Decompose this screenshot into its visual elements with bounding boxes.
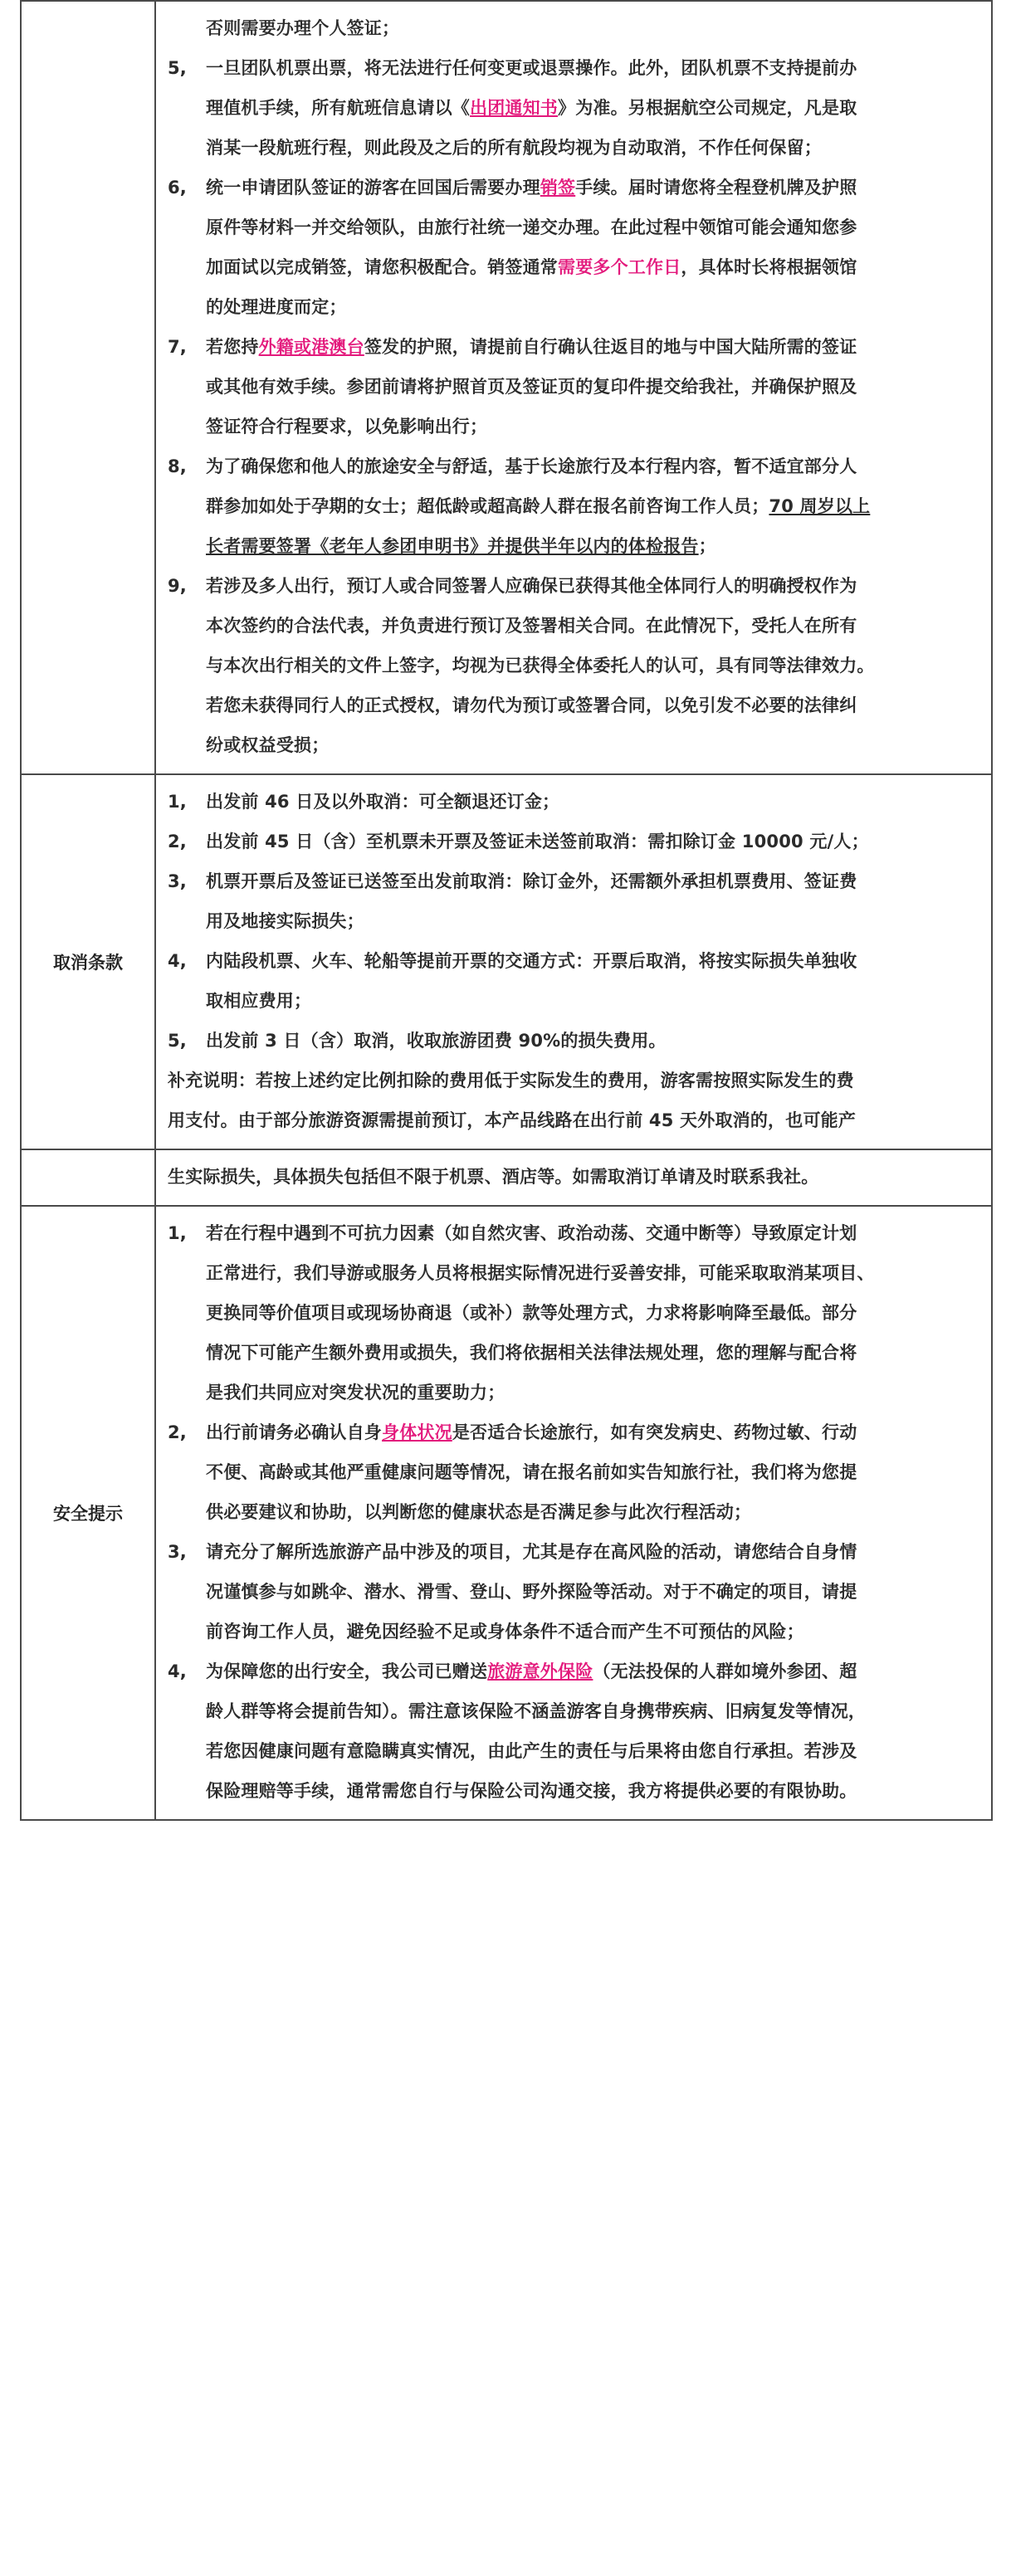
safety-label: 安全提示 bbox=[21, 1206, 155, 1820]
item-number: 3, bbox=[168, 1542, 187, 1562]
item-number: 6, bbox=[168, 178, 187, 198]
senior-age-underline: 70 周岁以上 bbox=[769, 496, 871, 516]
page-blank-area bbox=[0, 2017, 1011, 2576]
cancel-carryover-row bbox=[21, 1149, 992, 1206]
item-number: 9, bbox=[168, 576, 187, 596]
carryover-content-cell bbox=[155, 1149, 992, 1206]
item-number: 1, bbox=[168, 1223, 187, 1243]
notice-continuation: 否则需要办理个人签证； bbox=[206, 18, 400, 38]
notice-label-cell bbox=[21, 1, 155, 774]
notice-content-cell bbox=[155, 1, 992, 774]
item-number: 3, bbox=[168, 871, 187, 891]
item-number: 4, bbox=[168, 951, 187, 971]
safety-item-2: 2, 出行前请务必确认自身身体状况是否适合长途旅行，如有突发病史、药物过敏、行动 不便、高龄或其他严重健康问题等情况，请在报名前如实告知旅行社，我们将为您提 供必要建议和协助，以判断您的健康状态是否满足参与此次行程活动； bbox=[168, 1412, 976, 1532]
notice-item-9: 9, 若涉及多人出行，预订人或合同签署人应确保已获得其他全体同行人的明确授权作为 本次签约的合法代表，并负责进行预订及签署相关合同。在此情况下，受托人在所有 与本次出行相关的文件上签字，均视为已获得全体委托人的认可，具有同等法律效力。 若您未获得同行人的正式授权，请勿代为预订或签署合同，以免引发不必要的法律纠 纷或权益受损； bbox=[168, 566, 976, 765]
travel-insurance-highlight: 旅游意外保险 bbox=[487, 1661, 593, 1681]
health-status-highlight: 身体状况 bbox=[382, 1422, 452, 1442]
safety-row bbox=[21, 1206, 992, 1820]
safety-item-1: 1, 若在行程中遇到不可抗力因素（如自然灾害、政治动荡、交通中断等）导致原定计划 正常进行，我们导游或服务人员将根据实际情况进行妥善安排，可能采取取消某项目、 更换同等价值项目或现场协商退（或补）款等处理方式，力求将影响降至最低。部分 情况下可能产生额外费用或损失，我们将依据相关法律法规处理，您的理解与配合将 是我们共同应对突发状况的重要助力； bbox=[168, 1213, 976, 1412]
item-number: 1, bbox=[168, 792, 187, 812]
terms-table bbox=[20, 0, 993, 1821]
foreign-passport-highlight: 外籍或港澳台 bbox=[258, 337, 364, 357]
notice-item-8: 8, 为了确保您和他人的旅途安全与舒适，基于长途旅行及本行程内容，暂不适宜部分人 群参加如处于孕期的女士；超低龄或超高龄人群在报名前咨询工作人员；70 周岁以上 长者需要签署《老年人参团申明书》并提供半年以内的体检报告； bbox=[168, 446, 976, 566]
cancel-item-2: 2, 出发前 45 日（含）至机票未开票及签证未送签前取消：需扣除订金 10000 元/人； bbox=[168, 822, 976, 861]
item-number: 7, bbox=[168, 337, 187, 357]
cancel-supplement: 用支付。由于部分旅游资源需提前预订，本产品线路在出行前 45 天外取消的，也可能产 bbox=[168, 1110, 857, 1130]
notice-item-5: 5, 一旦团队机票出票，将无法进行任何变更或退票操作。此外，团队机票不支持提前办 理值机手续，所有航班信息请以《出团通知书》为准。另根据航空公司规定，凡是取 消某一段航班行程，则此段及之后的所有航段均视为自动取消，不作任何保留； bbox=[168, 48, 976, 168]
visa-cancel-highlight: 销签 bbox=[540, 178, 576, 198]
cancel-item-4: 4, 内陆段机票、火车、轮船等提前开票的交通方式：开票后取消，将按实际损失单独收 取相应费用； bbox=[168, 941, 976, 1021]
item-number: 2, bbox=[168, 1422, 187, 1442]
item-number: 5, bbox=[168, 1031, 187, 1051]
cancel-supplement: 补充说明：若按上述约定比例扣除的费用低于实际发生的费用，游客需按照实际发生的费 bbox=[168, 1071, 854, 1090]
departure-notice-highlight: 出团通知书 bbox=[470, 98, 558, 118]
notice-row bbox=[21, 1, 992, 774]
safety-item-4: 4, 为保障您的出行安全，我公司已赠送旅游意外保险（无法投保的人群如境外参团、超 龄人群等将会提前告知）。需注意该保险不涵盖游客自身携带疾病、旧病复发等情况， 若您因健康问题有意隐瞒真实情况，由此产生的责任与后果将由您自行承担。若涉及 保险理赔等手续，通常需您自行与保险公司沟通交接，我方将提供必要的有限协助。 bbox=[168, 1651, 976, 1811]
cancel-label: 取消条款 bbox=[21, 774, 155, 1149]
cancel-supplement: 生实际损失，具体损失包括但不限于机票、酒店等。如需取消订单请及时联系我社。 bbox=[168, 1167, 819, 1187]
cancel-item-5: 5, 出发前 3 日（含）取消，收取旅游团费 90%的损失费用。 bbox=[168, 1021, 976, 1061]
item-number: 5, bbox=[168, 58, 187, 78]
notice-item-7: 7, 若您持外籍或港澳台签发的护照，请提前自行确认往返目的地与中国大陆所需的签证 或其他有效手续。参团前请将护照首页及签证页的复印件提交给我社，并确保护照及 签证符合行程要求，以免影响出行； bbox=[168, 327, 976, 446]
item-number: 2, bbox=[168, 832, 187, 851]
item-number: 8, bbox=[168, 456, 187, 476]
item-number: 4, bbox=[168, 1661, 187, 1681]
notice-item-6: 6, 统一申请团队签证的游客在回国后需要办理销签手续。届时请您将全程登机牌及护照 原件等材料一并交给领队，由旅行社统一递交办理。在此过程中领馆可能会通知您参 加面试以完成销签，请您积极配合。销签通常需要多个工作日，具体时长将根据领馆 的处理进度而定； bbox=[168, 168, 976, 327]
cancel-item-3: 3, 机票开票后及签证已送签至出发前取消：除订金外，还需额外承担机票费用、签证费 用及地接实际损失； bbox=[168, 861, 976, 941]
cancel-content-cell bbox=[155, 774, 992, 1149]
cancel-item-1: 1, 出发前 46 日及以外取消：可全额退还订金； bbox=[168, 782, 976, 822]
workdays-highlight: 需要多个工作日 bbox=[558, 257, 681, 277]
cancel-row bbox=[21, 774, 992, 1149]
safety-content-cell bbox=[155, 1206, 992, 1820]
carryover-label-cell bbox=[21, 1149, 155, 1206]
senior-declaration-underline: 长者需要签署《老年人参团申明书》并提供半年以内的体检报告 bbox=[206, 536, 699, 556]
safety-item-3: 3, 请充分了解所选旅游产品中涉及的项目，尤其是存在高风险的活动，请您结合自身情 况谨慎参与如跳伞、潜水、滑雪、登山、野外探险等活动。对于不确定的项目，请提 前咨询工作人员，避免因经验不足或身体条件不适合而产生不可预估的风险； bbox=[168, 1532, 976, 1651]
